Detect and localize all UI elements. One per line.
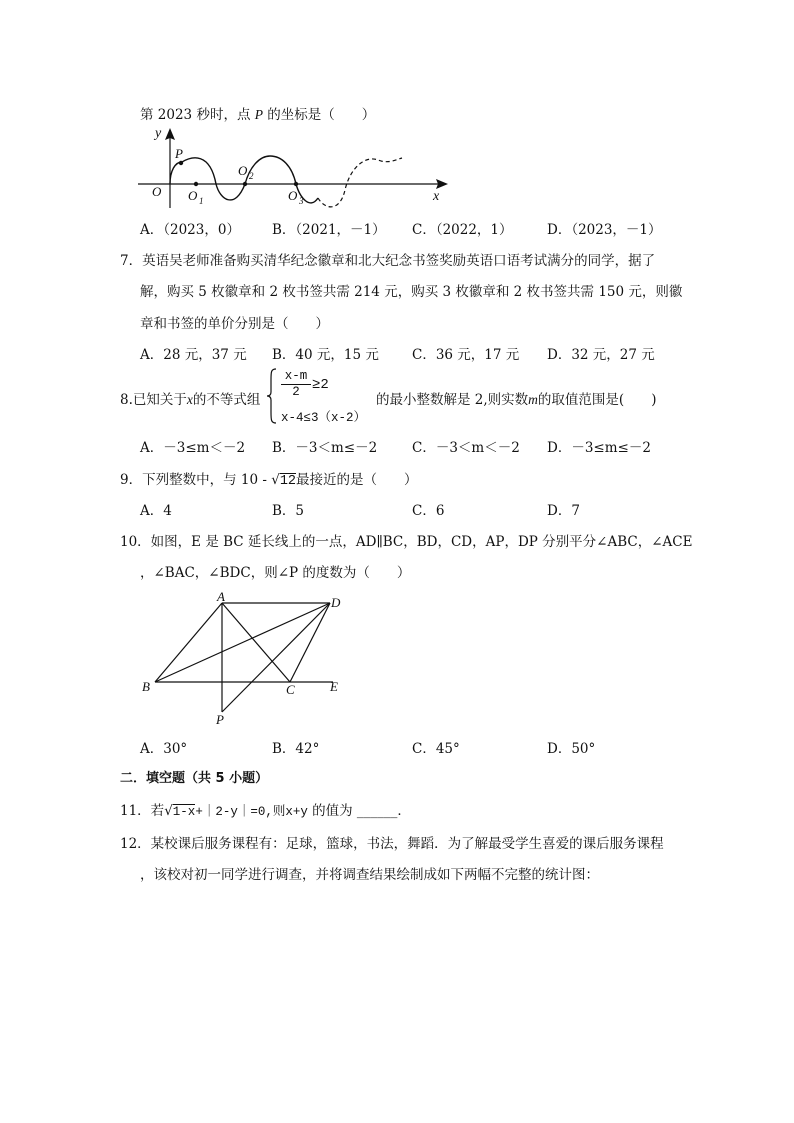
q10-option-a[interactable]: A．30°	[140, 741, 188, 757]
q7-line2: 解，购买 5 枚徽章和 2 枚书签共需 214 元，购买 3 枚徽章和 2 枚书签共需 150 元，则徽	[140, 284, 683, 300]
q9-option-b[interactable]: B．5	[272, 503, 305, 519]
q11-sqrt-sign: √	[164, 803, 173, 819]
q9-option-c[interactable]: C．6	[412, 503, 445, 519]
q6-label-o1-sub: 1	[199, 196, 204, 206]
q6-label-o2-sub: 2	[249, 171, 254, 181]
q8-suffix2: 的取值范围是( )	[537, 392, 657, 408]
q11-suffix[interactable]: 的值为 ______．	[307, 803, 411, 819]
q8-mid: 的不等式组	[192, 392, 261, 408]
q8-frac-num: x-m	[281, 369, 311, 385]
q10-segment-ab	[155, 603, 222, 682]
q11-stem	[120, 799, 411, 819]
q6-stem-tail: 的坐标是（ ）	[262, 107, 376, 123]
q9-option-d[interactable]: D．7	[547, 503, 580, 519]
q9-radicand: 12	[279, 474, 297, 489]
q6-label-o3-sub: 3	[299, 196, 304, 206]
q6-option-d[interactable]: D．（2023，－1）	[547, 222, 662, 238]
q6-label-y: y	[155, 126, 162, 141]
q7-option-c[interactable]: C．36 元，17 元	[412, 347, 520, 363]
q8-ineq1-rel: ≥2	[312, 377, 329, 393]
q9-sqrt-sign: √	[271, 472, 280, 488]
q6-stem-text: 第 2023 秒时，点	[140, 107, 255, 123]
q10-label-e: E	[330, 679, 338, 694]
q10-segment-cd	[290, 603, 330, 682]
q6-label-x: x	[433, 189, 440, 204]
q10-label-p: P	[216, 712, 224, 727]
q6-option-b[interactable]: B．（2021，－1）	[272, 222, 386, 238]
q6-label-origin: O	[152, 184, 162, 199]
q10-segment-bd	[155, 603, 330, 682]
q8-var-m: m	[528, 392, 538, 407]
q9-suffix: 最接近的是（ ）	[296, 472, 418, 488]
q7-option-a[interactable]: A．28 元，37 元	[140, 347, 247, 363]
q10-option-d[interactable]: D．50°	[547, 741, 596, 757]
q8-option-a[interactable]: A．－3≤m＜－2	[140, 440, 246, 456]
q10-option-b[interactable]: B．42°	[272, 741, 320, 757]
q10-option-c[interactable]: C．45°	[412, 741, 460, 757]
q9-prefix: 9．下列整数中，与 10 -	[120, 472, 272, 488]
q12-line2: ，该校对初一同学进行调查，并将调查结果绘制成如下两幅不完整的统计图：	[140, 867, 599, 883]
q6-option-a[interactable]: A．（2023，0）	[140, 222, 240, 238]
q7-option-b[interactable]: B．40 元，15 元	[272, 347, 379, 363]
q8-suffix1: 的最小整数解是 2,则实数	[376, 392, 529, 408]
q6-option-c[interactable]: C．（2022，1）	[412, 222, 513, 238]
q11-radicand: 1-x	[172, 805, 196, 819]
q8-prefix: 8.已知关于	[120, 392, 187, 408]
q11-expr: x+y	[285, 805, 308, 819]
q7-line3: 章和书签的单价分别是（ ）	[140, 316, 329, 332]
q11-prefix: 11．若	[120, 803, 165, 819]
q11-mid: +｜2-y｜=0,则	[195, 805, 286, 819]
q6-label-o3: O	[288, 188, 298, 203]
q8-option-d[interactable]: D．－3≤m≤－2	[547, 440, 651, 456]
q6-point: P	[254, 107, 263, 122]
q6-label-o2: O	[238, 163, 248, 178]
q6-label-p: P	[175, 146, 183, 161]
q10-line2: ，∠BAC，∠BDC，则∠P 的度数为（ ）	[140, 565, 411, 581]
q12-line1: 12．某校课后服务课程有：足球，篮球，书法，舞蹈．为了解最受学生喜爱的课后服务课程	[120, 836, 664, 852]
q8-option-b[interactable]: B．－3＜m≤－2	[272, 440, 378, 456]
q10-label-d: D	[331, 595, 341, 610]
q10-line1: 10．如图，E 是 BC 延长线上的一点，AD∥BC，BD，CD，AP，DP 分别平分∠ABC，∠ACE	[120, 534, 693, 550]
q8-var-x: x	[186, 392, 193, 407]
q10-segment-dp	[222, 603, 330, 712]
q8-ineq2: x-4≤3（x-2）	[281, 411, 367, 425]
q10-segment-ac	[222, 603, 290, 682]
q6-label-o1: O	[188, 188, 198, 203]
q10-label-b: B	[142, 679, 150, 694]
q7-line1: 7．英语吴老师准备购买清华纪念徽章和北大纪念书签奖励英语口语考试满分的同学，据了	[120, 253, 656, 269]
q8-option-c[interactable]: C．－3＜m＜－2	[412, 440, 520, 456]
q10-label-a: A	[217, 589, 225, 604]
q9-option-a[interactable]: A．4	[140, 503, 172, 519]
section2-title: 二．填空题（共 5 小题）	[120, 771, 269, 786]
q8-frac-den: 2	[292, 385, 300, 399]
q10-label-c: C	[286, 682, 295, 697]
q7-option-d[interactable]: D．32 元，27 元	[547, 347, 655, 363]
